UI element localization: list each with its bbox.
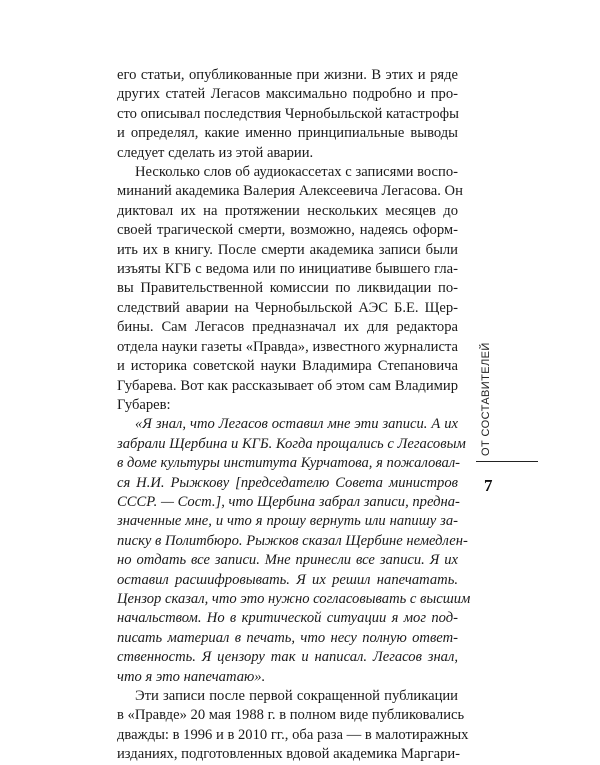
- text-line: в «Правде» 20 мая 1988 г. в полном виде публиковались: [117, 707, 465, 724]
- text-line: диктовал их на протяжении нескольких месяцев до: [117, 202, 458, 219]
- text-line: значенные мне, и что я прошу вернуть или напишу за-: [117, 513, 458, 530]
- section-title: ОТ СОСТАВИТЕЛЕЙ: [480, 342, 492, 456]
- page-body: [117, 66, 471, 765]
- text-line: следует сделать из этой аварии.: [117, 144, 314, 161]
- page-number: 7: [484, 476, 493, 495]
- text-line: Несколько слов об аудиокассетах с записями воспо-: [135, 164, 458, 181]
- text-line: писку в Политбюро. Рыжков сказал Щербине немедлен-: [117, 532, 468, 549]
- text-line: минаний академика Валерия Алексеевича Легасова. Он: [117, 183, 463, 200]
- text-line: забрали Щербина и КГБ. Когда прощались с Легасовым: [117, 435, 466, 452]
- text-line: но отдать все записи. Мне принесли все записи. Я их: [117, 552, 458, 569]
- text-line: оставил расшифровывать. Я их решил напечатать.: [117, 571, 458, 588]
- text-line: «Я знал, что Легасов оставил мне эти записи. А их: [135, 416, 458, 433]
- text-line: ить их в книгу. После смерти академика записи были: [117, 241, 458, 258]
- text-line: Эти записи после первой сокращенной публикации: [135, 688, 458, 704]
- text-line: и историка советской науки Владимира Степановича: [117, 358, 458, 375]
- text-line: вы Правительственной комиссии по ликвидации по-: [117, 280, 458, 297]
- text-line: его статьи, опубликованные при жизни. В этих и ряде: [117, 67, 458, 83]
- text-line: писать материал в печать, что несу полную ответ-: [117, 629, 458, 646]
- running-head: [476, 296, 500, 456]
- text-line: изъяты КГБ с ведома или по инициативе бывшего гла-: [117, 261, 458, 278]
- paragraph: [117, 66, 458, 163]
- text-line: Цензор сказал, что это нужно согласовывать с высшим: [117, 590, 471, 607]
- text-line: своей трагической смерти, возможно, надеясь оформ-: [117, 222, 458, 239]
- text-line: бины. Сам Легасов предназначал их для редактора: [117, 319, 458, 336]
- text-line: Губарев:: [117, 396, 171, 413]
- paragraph: [117, 163, 463, 415]
- text-line: ственность. Я цензору так и написал. Легасов знал,: [117, 649, 458, 666]
- text-line: и определял, какие именно принципиальные выводы: [117, 125, 458, 142]
- quote-block: [117, 415, 471, 687]
- text-line: что я это напечатаю».: [117, 668, 266, 685]
- text-line: отдела науки газеты «Правда», известного журналиста: [117, 338, 458, 355]
- text-line: в доме культуры института Курчатова, я пожаловал-: [117, 455, 461, 472]
- text-line: других статей Легасов максимально подробно и про-: [117, 86, 458, 103]
- divider: [476, 461, 538, 462]
- text-line: следствий аварии на Чернобыльской АЭС Б.Е. Щер-: [117, 299, 458, 316]
- text-line: изданиях, подготовленных вдовой академика Маргари-: [117, 746, 461, 763]
- text-line: начальством. Но в критической ситуации я мог под-: [117, 610, 458, 627]
- text-line: сто описывал последствия Чернобыльской катастрофы: [117, 105, 459, 122]
- text-line: дважды: в 1996 и в 2010 гг., оба раза — в малотиражных: [117, 726, 469, 743]
- text-line: ся Н.И. Рыжкову [председателю Совета министров: [117, 474, 458, 491]
- text-line: СССР. — Сост.], что Щербина забрал записи, предна-: [117, 493, 460, 510]
- paragraph: [117, 687, 469, 765]
- text-line: Губарева. Вот как рассказывает об этом сам Владимир: [117, 377, 458, 394]
